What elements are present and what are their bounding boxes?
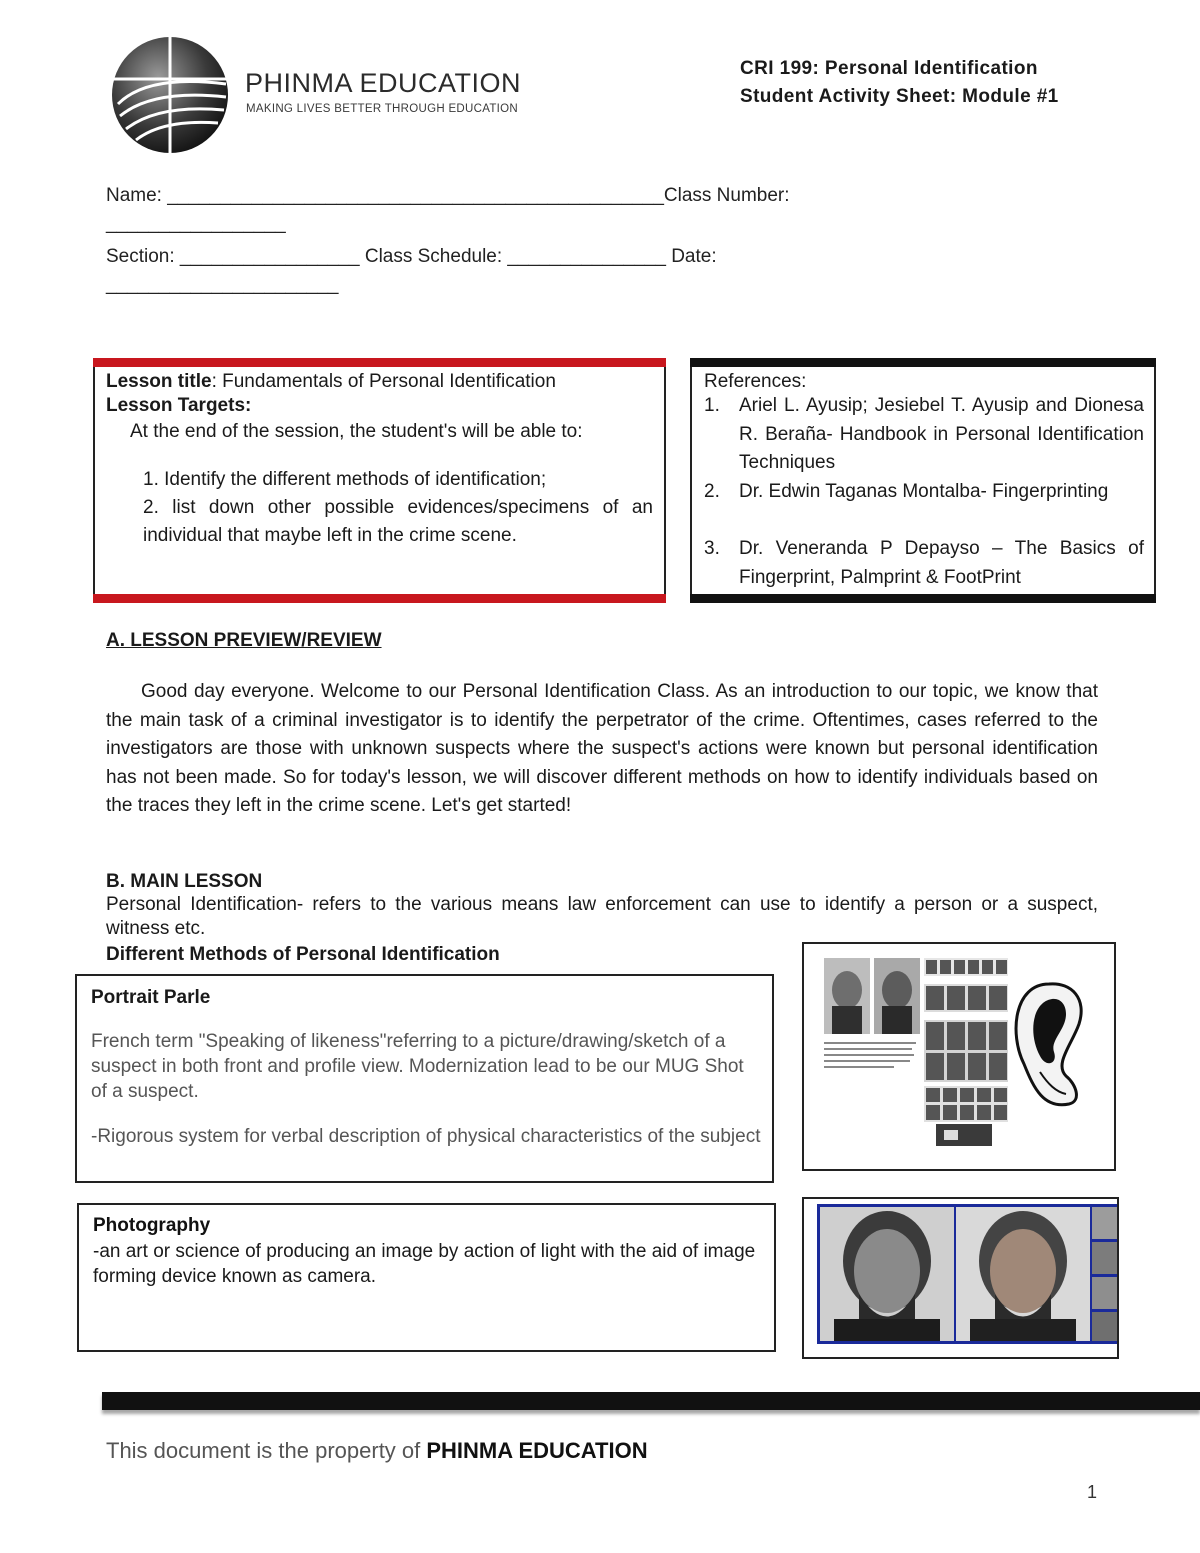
photography-title: Photography xyxy=(93,1215,211,1236)
portrait-parle-text: French term "Speaking of likeness"referring to a picture/drawing/sketch of a suspect in both front and profile view. Modernization lead to be our MUG Shot of a suspect. xyxy=(91,1031,744,1102)
bertillon-figure-image xyxy=(802,942,1116,1171)
section-field-line[interactable]: Section: _________________ Class Schedule: _______________ Date: xyxy=(106,246,717,267)
lesson-intro: At the end of the session, the student's will be able to: xyxy=(130,421,583,442)
lesson-title: Lesson title: Fundamentals of Personal Identification xyxy=(106,371,556,392)
date-field-line[interactable]: ______________________ xyxy=(106,274,339,295)
portrait-parle-box xyxy=(75,974,774,1183)
logo-wordmark: PHINMA EDUCATION xyxy=(245,68,522,98)
logo-tagline: MAKING LIVES BETTER THROUGH EDUCATION xyxy=(246,103,519,115)
lesson-target-2: 2. list down other possible evidences/specimens of an individual that maybe left in the crime scene. xyxy=(143,497,653,546)
main-lesson-definition: Personal Identification- refers to the various means law enforcement can use to identify a person or a suspect, witness etc. xyxy=(106,894,1098,939)
preview-paragraph: Good day everyone. Welcome to our Personal Identification Class. As an introduction to our topic, we know that the main task of a criminal investigator is to identify the perpetrator of the crime. Oftentimes, cases referred to the investigators are those with unknown suspects where the suspect's actions were known but personal identification has not been made. So for today's lesson, we will discover different methods on how to identify individuals based on the traces they left in the crime scene. Let's get started! xyxy=(106,681,1098,816)
photography-text: -an art or science of producing an image by action of light with the aid of image forming device known as camera. xyxy=(93,1241,756,1287)
course-title: CRI 199: Personal Identification xyxy=(740,58,1038,79)
portrait-parle-text-2: -Rigorous system for verbal description of physical characteristics of the subject xyxy=(91,1126,761,1147)
class-number-line[interactable]: _________________ xyxy=(106,213,286,234)
lesson-targets-label: Lesson Targets: xyxy=(106,395,252,416)
main-lesson-heading: B. MAIN LESSON xyxy=(106,871,263,892)
photography-box xyxy=(77,1203,776,1352)
references-box: References: 1. Ariel L. Ayusip; Jesiebel T. Ayusip and Dionesa R. Beraña- Handbook in Personal Identification Techniques 2. Dr. Edwin Taganas Montalba- Fingerprinting 3. Dr. Veneranda P Depayso – The Basics of Fingerprint, Palmprint & FootPrint xyxy=(690,358,1156,603)
sheet-title: Student Activity Sheet: Module #1 xyxy=(740,86,1059,107)
lesson-target-1: 1. Identify the different methods of identification; xyxy=(143,469,547,490)
methods-heading: Different Methods of Personal Identification xyxy=(106,944,500,965)
preview-heading: A. LESSON PREVIEW/REVIEW xyxy=(106,630,382,651)
portrait-photo-image xyxy=(802,1197,1119,1359)
portrait-parle-title: Portrait Parle xyxy=(91,987,211,1008)
lesson-box xyxy=(93,358,666,603)
footer-divider xyxy=(102,1392,1200,1410)
page-number: 1 xyxy=(1087,1482,1098,1502)
references-label: References: xyxy=(704,371,807,392)
footer-property-note: This document is the property of PHINMA EDUCATION xyxy=(106,1438,648,1463)
name-field-line[interactable]: Name: _______________________________________________Class Number: xyxy=(106,185,790,206)
